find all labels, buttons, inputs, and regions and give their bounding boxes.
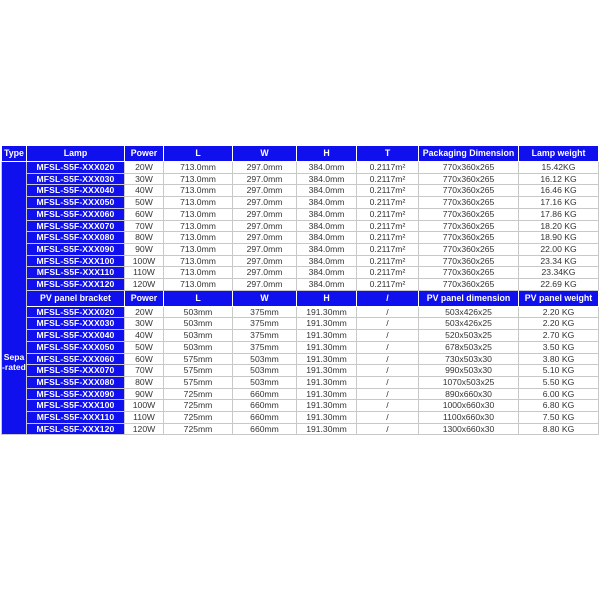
col-header: / xyxy=(357,290,419,306)
pv-row xyxy=(2,423,599,435)
value-cell: 297.0mm xyxy=(233,243,297,255)
value-cell: 40W xyxy=(125,330,164,342)
value-cell: 191.30mm xyxy=(297,306,357,318)
value-cell: 30W xyxy=(125,318,164,330)
value-cell: 191.30mm xyxy=(297,412,357,424)
pv-row xyxy=(2,306,599,318)
pv-row xyxy=(2,400,599,412)
value-cell: 0.2117m² xyxy=(357,279,419,291)
lamp-row xyxy=(2,162,599,174)
value-cell: 0.2117m² xyxy=(357,255,419,267)
value-cell: 575mm xyxy=(164,365,233,377)
model-cell: MFSL-S5F-XXX100 xyxy=(27,255,125,267)
value-cell: 297.0mm xyxy=(233,173,297,185)
value-cell: 297.0mm xyxy=(233,232,297,244)
value-cell: 660mm xyxy=(233,423,297,435)
type-cell xyxy=(2,162,27,435)
value-cell: 384.0mm xyxy=(297,208,357,220)
value-cell: 0.2117m² xyxy=(357,208,419,220)
value-cell: 770x360x265 xyxy=(419,267,519,279)
value-cell: 0.2117m² xyxy=(357,243,419,255)
value-cell: 191.30mm xyxy=(297,365,357,377)
lamp-row xyxy=(2,208,599,220)
model-cell: MFSL-S5F-XXX080 xyxy=(27,376,125,388)
value-cell: 770x360x265 xyxy=(419,255,519,267)
value-cell: 120W xyxy=(125,423,164,435)
value-cell: 713.0mm xyxy=(164,208,233,220)
value-cell: 16.46 KG xyxy=(519,185,599,197)
value-cell: 575mm xyxy=(164,376,233,388)
value-cell: 1000x660x30 xyxy=(419,400,519,412)
model-cell: MFSL-S5F-XXX060 xyxy=(27,353,125,365)
value-cell: 0.2117m² xyxy=(357,162,419,174)
col-header: Power xyxy=(125,146,164,162)
lamp-row xyxy=(2,255,599,267)
value-cell: 297.0mm xyxy=(233,220,297,232)
value-cell: 191.30mm xyxy=(297,318,357,330)
value-cell: / xyxy=(357,318,419,330)
pv-row xyxy=(2,341,599,353)
value-cell: 713.0mm xyxy=(164,255,233,267)
pv-row xyxy=(2,318,599,330)
value-cell: 100W xyxy=(125,255,164,267)
value-cell: 110W xyxy=(125,267,164,279)
value-cell: 770x360x265 xyxy=(419,279,519,291)
value-cell: 678x503x25 xyxy=(419,341,519,353)
value-cell: 770x360x265 xyxy=(419,197,519,209)
value-cell: 384.0mm xyxy=(297,220,357,232)
value-cell: / xyxy=(357,388,419,400)
value-cell: 40W xyxy=(125,185,164,197)
col-header: W xyxy=(233,146,297,162)
col-header: H xyxy=(297,146,357,162)
value-cell: 384.0mm xyxy=(297,243,357,255)
value-cell: 713.0mm xyxy=(164,162,233,174)
value-cell: 713.0mm xyxy=(164,197,233,209)
lamp-row xyxy=(2,197,599,209)
model-cell: MFSL-S5F-XXX110 xyxy=(27,267,125,279)
type-value: -rated xyxy=(2,362,26,373)
value-cell: 503mm xyxy=(164,330,233,342)
value-cell: 0.2117m² xyxy=(357,232,419,244)
value-cell: 191.30mm xyxy=(297,330,357,342)
value-cell: 660mm xyxy=(233,400,297,412)
value-cell: 297.0mm xyxy=(233,162,297,174)
value-cell: / xyxy=(357,412,419,424)
model-cell: MFSL-S5F-XXX060 xyxy=(27,208,125,220)
value-cell: 660mm xyxy=(233,388,297,400)
value-cell: 375mm xyxy=(233,318,297,330)
value-cell: 0.2117m² xyxy=(357,173,419,185)
col-header: PV panel bracket xyxy=(27,290,125,306)
value-cell: 297.0mm xyxy=(233,197,297,209)
model-cell: MFSL-S5F-XXX120 xyxy=(27,423,125,435)
value-cell: 503mm xyxy=(164,306,233,318)
col-header: H xyxy=(297,290,357,306)
spec-table xyxy=(1,145,599,435)
value-cell: 725mm xyxy=(164,423,233,435)
value-cell: 770x360x265 xyxy=(419,173,519,185)
value-cell: 297.0mm xyxy=(233,208,297,220)
value-cell: 2.70 KG xyxy=(519,330,599,342)
value-cell: 384.0mm xyxy=(297,185,357,197)
lamp-row xyxy=(2,220,599,232)
value-cell: 15.42KG xyxy=(519,162,599,174)
value-cell: 503mm xyxy=(233,353,297,365)
lamp-row xyxy=(2,279,599,291)
value-cell: 713.0mm xyxy=(164,243,233,255)
value-cell: 660mm xyxy=(233,412,297,424)
value-cell: 770x360x265 xyxy=(419,162,519,174)
value-cell: 90W xyxy=(125,243,164,255)
value-cell: 384.0mm xyxy=(297,267,357,279)
value-cell: 725mm xyxy=(164,412,233,424)
value-cell: / xyxy=(357,376,419,388)
col-header: Power xyxy=(125,290,164,306)
value-cell: / xyxy=(357,353,419,365)
pv-row xyxy=(2,412,599,424)
model-cell: MFSL-S5F-XXX110 xyxy=(27,412,125,424)
col-header: Lamp xyxy=(27,146,125,162)
value-cell: 503x426x25 xyxy=(419,306,519,318)
value-cell: 725mm xyxy=(164,400,233,412)
value-cell: 1070x503x25 xyxy=(419,376,519,388)
model-cell: MFSL-S5F-XXX090 xyxy=(27,243,125,255)
value-cell: 50W xyxy=(125,341,164,353)
model-cell: MFSL-S5F-XXX070 xyxy=(27,220,125,232)
value-cell: 0.2117m² xyxy=(357,197,419,209)
value-cell: 23.34 KG xyxy=(519,255,599,267)
value-cell: 17.86 KG xyxy=(519,208,599,220)
pv-row xyxy=(2,353,599,365)
value-cell: / xyxy=(357,306,419,318)
value-cell: 70W xyxy=(125,220,164,232)
model-cell: MFSL-S5F-XXX050 xyxy=(27,197,125,209)
model-cell: MFSL-S5F-XXX040 xyxy=(27,330,125,342)
value-cell: 520x503x25 xyxy=(419,330,519,342)
value-cell: 384.0mm xyxy=(297,255,357,267)
value-cell: 503mm xyxy=(164,341,233,353)
model-cell: MFSL-S5F-XXX020 xyxy=(27,306,125,318)
model-cell: MFSL-S5F-XXX070 xyxy=(27,365,125,377)
value-cell: 100W xyxy=(125,400,164,412)
value-cell: 18.90 KG xyxy=(519,232,599,244)
value-cell: 297.0mm xyxy=(233,255,297,267)
col-header: L xyxy=(164,146,233,162)
value-cell: 384.0mm xyxy=(297,173,357,185)
value-cell: 730x503x30 xyxy=(419,353,519,365)
col-header: PV panel dimension xyxy=(419,290,519,306)
value-cell: / xyxy=(357,400,419,412)
pv-row xyxy=(2,376,599,388)
value-cell: 120W xyxy=(125,279,164,291)
type-header: Type xyxy=(2,146,27,162)
type-value: Sepa xyxy=(3,351,25,362)
value-cell: 384.0mm xyxy=(297,197,357,209)
value-cell: 713.0mm xyxy=(164,185,233,197)
value-cell: 770x360x265 xyxy=(419,208,519,220)
value-cell: 3.80 KG xyxy=(519,353,599,365)
value-cell: 5.10 KG xyxy=(519,365,599,377)
value-cell: 770x360x265 xyxy=(419,243,519,255)
value-cell: / xyxy=(357,341,419,353)
lamp-row xyxy=(2,232,599,244)
value-cell: 725mm xyxy=(164,388,233,400)
value-cell: 0.2117m² xyxy=(357,185,419,197)
value-cell: 5.50 KG xyxy=(519,376,599,388)
value-cell: 20W xyxy=(125,306,164,318)
value-cell: 191.30mm xyxy=(297,341,357,353)
value-cell: 297.0mm xyxy=(233,279,297,291)
value-cell: 713.0mm xyxy=(164,279,233,291)
value-cell: 770x360x265 xyxy=(419,220,519,232)
col-header: PV panel weight xyxy=(519,290,599,306)
value-cell: 22.00 KG xyxy=(519,243,599,255)
value-cell: 375mm xyxy=(233,341,297,353)
value-cell: / xyxy=(357,365,419,377)
value-cell: 575mm xyxy=(164,353,233,365)
value-cell: 110W xyxy=(125,412,164,424)
value-cell: 3.50 KG xyxy=(519,341,599,353)
value-cell: 713.0mm xyxy=(164,232,233,244)
pv-row xyxy=(2,388,599,400)
value-cell: 60W xyxy=(125,208,164,220)
value-cell: 16.12 KG xyxy=(519,173,599,185)
value-cell: 1300x660x30 xyxy=(419,423,519,435)
value-cell: 1100x660x30 xyxy=(419,412,519,424)
model-cell: MFSL-S5F-XXX030 xyxy=(27,318,125,330)
model-cell: MFSL-S5F-XXX090 xyxy=(27,388,125,400)
value-cell: 20W xyxy=(125,162,164,174)
value-cell: 80W xyxy=(125,376,164,388)
value-cell: 191.30mm xyxy=(297,400,357,412)
lamp-row xyxy=(2,173,599,185)
value-cell: 375mm xyxy=(233,306,297,318)
value-cell: 503mm xyxy=(233,365,297,377)
value-cell: 2.20 KG xyxy=(519,318,599,330)
value-cell: 60W xyxy=(125,353,164,365)
value-cell: 6.00 KG xyxy=(519,388,599,400)
value-cell: 713.0mm xyxy=(164,173,233,185)
value-cell: 770x360x265 xyxy=(419,185,519,197)
value-cell: 18.20 KG xyxy=(519,220,599,232)
value-cell: 22.69 KG xyxy=(519,279,599,291)
col-header: T xyxy=(357,146,419,162)
value-cell: 6.80 KG xyxy=(519,400,599,412)
lamp-row xyxy=(2,267,599,279)
pv-row xyxy=(2,330,599,342)
value-cell: 770x360x265 xyxy=(419,232,519,244)
model-cell: MFSL-S5F-XXX030 xyxy=(27,173,125,185)
value-cell: 90W xyxy=(125,388,164,400)
value-cell: 890x660x30 xyxy=(419,388,519,400)
value-cell: 8.80 KG xyxy=(519,423,599,435)
pv-header-row xyxy=(2,290,599,306)
value-cell: / xyxy=(357,330,419,342)
value-cell: 7.50 KG xyxy=(519,412,599,424)
value-cell: 384.0mm xyxy=(297,232,357,244)
col-header: Lamp weight xyxy=(519,146,599,162)
lamp-row xyxy=(2,243,599,255)
lamp-header-row xyxy=(2,146,599,162)
value-cell: 713.0mm xyxy=(164,267,233,279)
value-cell: / xyxy=(357,423,419,435)
col-header: L xyxy=(164,290,233,306)
value-cell: 191.30mm xyxy=(297,388,357,400)
value-cell: 503mm xyxy=(164,318,233,330)
model-cell: MFSL-S5F-XXX020 xyxy=(27,162,125,174)
value-cell: 17.16 KG xyxy=(519,197,599,209)
value-cell: 70W xyxy=(125,365,164,377)
col-header: W xyxy=(233,290,297,306)
value-cell: 0.2117m² xyxy=(357,267,419,279)
model-cell: MFSL-S5F-XXX050 xyxy=(27,341,125,353)
value-cell: 375mm xyxy=(233,330,297,342)
value-cell: 191.30mm xyxy=(297,353,357,365)
value-cell: 384.0mm xyxy=(297,162,357,174)
value-cell: 0.2117m² xyxy=(357,220,419,232)
value-cell: 503mm xyxy=(233,376,297,388)
value-cell: 503x426x25 xyxy=(419,318,519,330)
col-header: Packaging Dimension xyxy=(419,146,519,162)
value-cell: 191.30mm xyxy=(297,376,357,388)
value-cell: 297.0mm xyxy=(233,267,297,279)
model-cell: MFSL-S5F-XXX120 xyxy=(27,279,125,291)
value-cell: 297.0mm xyxy=(233,185,297,197)
model-cell: MFSL-S5F-XXX040 xyxy=(27,185,125,197)
value-cell: 191.30mm xyxy=(297,423,357,435)
value-cell: 23.34KG xyxy=(519,267,599,279)
value-cell: 80W xyxy=(125,232,164,244)
value-cell: 2.20 KG xyxy=(519,306,599,318)
value-cell: 713.0mm xyxy=(164,220,233,232)
value-cell: 384.0mm xyxy=(297,279,357,291)
model-cell: MFSL-S5F-XXX080 xyxy=(27,232,125,244)
lamp-row xyxy=(2,185,599,197)
value-cell: 990x503x30 xyxy=(419,365,519,377)
pv-row xyxy=(2,365,599,377)
value-cell: 30W xyxy=(125,173,164,185)
model-cell: MFSL-S5F-XXX100 xyxy=(27,400,125,412)
value-cell: 50W xyxy=(125,197,164,209)
